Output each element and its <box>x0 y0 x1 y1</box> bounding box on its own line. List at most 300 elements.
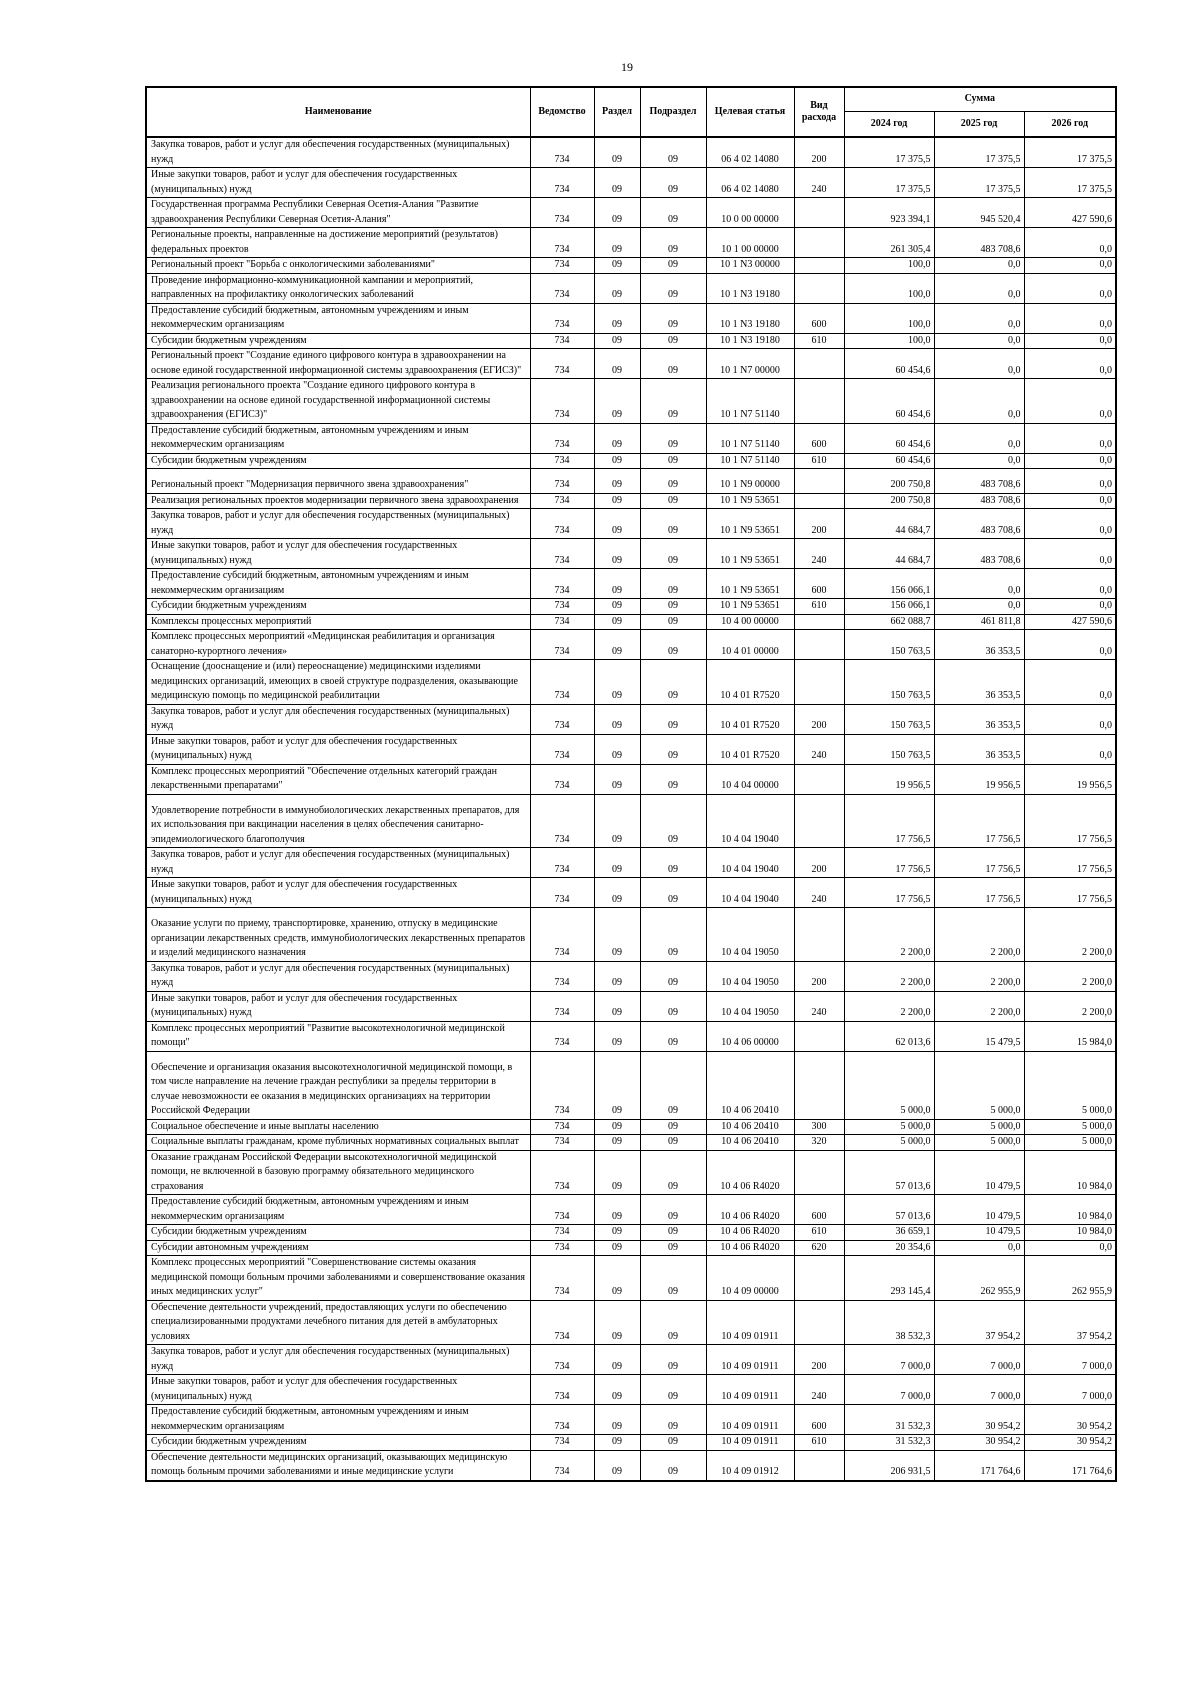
cell-subsection: 09 <box>640 1300 706 1345</box>
cell-sum-2026: 0,0 <box>1024 228 1116 258</box>
cell-sum-2026: 19 956,5 <box>1024 764 1116 794</box>
header-subsection: Подраздел <box>640 87 706 137</box>
cell-expense-type <box>794 660 844 705</box>
cell-expense-type: 200 <box>794 704 844 734</box>
cell-target: 10 1 N3 19180 <box>706 333 794 349</box>
cell-expense-type: 610 <box>794 1435 844 1451</box>
table-row <box>146 1300 1116 1345</box>
cell-sum-2026: 0,0 <box>1024 333 1116 349</box>
table-row <box>146 630 1116 660</box>
cell-sum-2025: 7 000,0 <box>934 1375 1024 1405</box>
cell-expense-type: 240 <box>794 991 844 1021</box>
table-row <box>146 569 1116 599</box>
cell-section: 09 <box>594 1119 640 1135</box>
cell-section: 09 <box>594 379 640 424</box>
cell-sum-2026: 5 000,0 <box>1024 1135 1116 1151</box>
cell-name: Предоставление субсидий бюджетным, автономным учреждениям и иным некоммерческим организациям <box>146 423 530 453</box>
cell-target: 10 4 06 R4020 <box>706 1240 794 1256</box>
cell-name: Реализация регионального проекта "Создание единого цифрового контура в здравоохранении на основе единой государственной информационной системы здравоохранения (ЕГИСЗ)" <box>146 379 530 424</box>
cell-target: 10 4 09 01912 <box>706 1450 794 1481</box>
cell-department: 734 <box>530 1435 594 1451</box>
cell-target: 10 4 04 19040 <box>706 794 794 848</box>
cell-section: 09 <box>594 991 640 1021</box>
cell-sum-2026: 427 590,6 <box>1024 614 1116 630</box>
cell-department: 734 <box>530 734 594 764</box>
cell-name: Предоставление субсидий бюджетным, автономным учреждениям и иным некоммерческим организациям <box>146 1195 530 1225</box>
table-row <box>146 423 1116 453</box>
cell-sum-2025: 0,0 <box>934 273 1024 303</box>
cell-expense-type <box>794 614 844 630</box>
cell-subsection: 09 <box>640 848 706 878</box>
cell-section: 09 <box>594 493 640 509</box>
cell-sum-2026: 2 200,0 <box>1024 991 1116 1021</box>
cell-section: 09 <box>594 848 640 878</box>
table-row <box>146 1375 1116 1405</box>
cell-section: 09 <box>594 198 640 228</box>
cell-department: 734 <box>530 1051 594 1119</box>
cell-department: 734 <box>530 137 594 168</box>
budget-table <box>145 86 1117 1482</box>
cell-target: 10 4 01 R7520 <box>706 734 794 764</box>
cell-sum-2026: 0,0 <box>1024 258 1116 274</box>
cell-sum-2026: 17 375,5 <box>1024 168 1116 198</box>
cell-sum-2025: 0,0 <box>934 1240 1024 1256</box>
cell-sum-2024: 923 394,1 <box>844 198 934 228</box>
cell-expense-type: 600 <box>794 569 844 599</box>
cell-subsection: 09 <box>640 991 706 1021</box>
table-row <box>146 273 1116 303</box>
cell-subsection: 09 <box>640 734 706 764</box>
cell-expense-type <box>794 908 844 962</box>
cell-sum-2024: 156 066,1 <box>844 569 934 599</box>
cell-subsection: 09 <box>640 453 706 469</box>
cell-sum-2024: 150 763,5 <box>844 734 934 764</box>
cell-name: Обеспечение деятельности учреждений, предоставляющих услуги по обеспечению специализированными продуктами лечебного питания для детей в амбулаторных условиях <box>146 1300 530 1345</box>
cell-expense-type <box>794 198 844 228</box>
cell-name: Комплекс процессных мероприятий "Обеспечение отдельных категорий граждан лекарственными препаратами" <box>146 764 530 794</box>
cell-sum-2024: 60 454,6 <box>844 453 934 469</box>
table-row <box>146 303 1116 333</box>
cell-section: 09 <box>594 137 640 168</box>
cell-department: 734 <box>530 273 594 303</box>
cell-subsection: 09 <box>640 198 706 228</box>
table-row <box>146 614 1116 630</box>
cell-name: Субсидии бюджетным учреждениям <box>146 453 530 469</box>
header-year-2025: 2025 год <box>934 111 1024 137</box>
cell-sum-2026: 0,0 <box>1024 569 1116 599</box>
cell-sum-2024: 19 956,5 <box>844 764 934 794</box>
cell-sum-2025: 5 000,0 <box>934 1135 1024 1151</box>
cell-sum-2026: 0,0 <box>1024 630 1116 660</box>
cell-sum-2024: 5 000,0 <box>844 1119 934 1135</box>
cell-target: 10 4 09 01911 <box>706 1375 794 1405</box>
cell-expense-type: 200 <box>794 137 844 168</box>
table-row <box>146 379 1116 424</box>
cell-sum-2026: 10 984,0 <box>1024 1150 1116 1195</box>
table-row <box>146 1435 1116 1451</box>
table-row <box>146 198 1116 228</box>
table-row <box>146 1240 1116 1256</box>
cell-section: 09 <box>594 303 640 333</box>
cell-expense-type: 200 <box>794 961 844 991</box>
cell-sum-2025: 10 479,5 <box>934 1195 1024 1225</box>
cell-target: 10 4 04 00000 <box>706 764 794 794</box>
header-section: Раздел <box>594 87 640 137</box>
cell-subsection: 09 <box>640 303 706 333</box>
cell-sum-2025: 10 479,5 <box>934 1225 1024 1241</box>
cell-sum-2025: 17 375,5 <box>934 137 1024 168</box>
cell-name: Закупка товаров, работ и услуг для обеспечения государственных (муниципальных) нужд <box>146 137 530 168</box>
cell-sum-2024: 31 532,3 <box>844 1435 934 1451</box>
cell-sum-2025: 36 353,5 <box>934 704 1024 734</box>
cell-sum-2026: 17 756,5 <box>1024 794 1116 848</box>
cell-subsection: 09 <box>640 794 706 848</box>
cell-department: 734 <box>530 258 594 274</box>
cell-sum-2024: 31 532,3 <box>844 1405 934 1435</box>
cell-expense-type: 240 <box>794 168 844 198</box>
cell-expense-type <box>794 794 844 848</box>
cell-name: Закупка товаров, работ и услуг для обеспечения государственных (муниципальных) нужд <box>146 961 530 991</box>
cell-department: 734 <box>530 303 594 333</box>
table-row <box>146 1450 1116 1481</box>
cell-department: 734 <box>530 1240 594 1256</box>
cell-target: 10 4 06 20410 <box>706 1119 794 1135</box>
cell-name: Иные закупки товаров, работ и услуг для обеспечения государственных (муниципальных) нужд <box>146 1375 530 1405</box>
cell-department: 734 <box>530 1021 594 1051</box>
cell-name: Предоставление субсидий бюджетным, автономным учреждениям и иным некоммерческим организациям <box>146 1405 530 1435</box>
cell-sum-2024: 5 000,0 <box>844 1051 934 1119</box>
cell-sum-2026: 5 000,0 <box>1024 1119 1116 1135</box>
cell-expense-type: 320 <box>794 1135 844 1151</box>
cell-sum-2025: 0,0 <box>934 423 1024 453</box>
cell-sum-2025: 30 954,2 <box>934 1435 1024 1451</box>
cell-department: 734 <box>530 704 594 734</box>
cell-subsection: 09 <box>640 878 706 908</box>
cell-subsection: 09 <box>640 228 706 258</box>
cell-sum-2024: 36 659,1 <box>844 1225 934 1241</box>
cell-subsection: 09 <box>640 1021 706 1051</box>
cell-sum-2025: 36 353,5 <box>934 734 1024 764</box>
cell-expense-type: 600 <box>794 1195 844 1225</box>
cell-sum-2025: 483 708,6 <box>934 539 1024 569</box>
cell-sum-2026: 7 000,0 <box>1024 1345 1116 1375</box>
cell-sum-2025: 37 954,2 <box>934 1300 1024 1345</box>
table-row <box>146 878 1116 908</box>
table-row <box>146 453 1116 469</box>
cell-section: 09 <box>594 614 640 630</box>
cell-name: Иные закупки товаров, работ и услуг для обеспечения государственных (муниципальных) нужд <box>146 991 530 1021</box>
cell-sum-2024: 150 763,5 <box>844 630 934 660</box>
cell-expense-type: 200 <box>794 1345 844 1375</box>
cell-subsection: 09 <box>640 1119 706 1135</box>
cell-expense-type <box>794 1300 844 1345</box>
header-sum: Сумма <box>844 87 1116 111</box>
cell-sum-2025: 15 479,5 <box>934 1021 1024 1051</box>
cell-subsection: 09 <box>640 273 706 303</box>
cell-sum-2024: 2 200,0 <box>844 908 934 962</box>
cell-name: Предоставление субсидий бюджетным, автономным учреждениям и иным некоммерческим организациям <box>146 569 530 599</box>
cell-sum-2024: 44 684,7 <box>844 509 934 539</box>
cell-name: Иные закупки товаров, работ и услуг для обеспечения государственных (муниципальных) нужд <box>146 878 530 908</box>
cell-sum-2026: 37 954,2 <box>1024 1300 1116 1345</box>
cell-subsection: 09 <box>640 764 706 794</box>
cell-subsection: 09 <box>640 1195 706 1225</box>
cell-sum-2025: 0,0 <box>934 333 1024 349</box>
cell-target: 10 4 06 R4020 <box>706 1195 794 1225</box>
cell-section: 09 <box>594 539 640 569</box>
cell-sum-2024: 60 454,6 <box>844 379 934 424</box>
cell-sum-2026: 0,0 <box>1024 379 1116 424</box>
cell-target: 06 4 02 14080 <box>706 137 794 168</box>
cell-name: Предоставление субсидий бюджетным, автономным учреждениям и иным некоммерческим организациям <box>146 303 530 333</box>
cell-subsection: 09 <box>640 137 706 168</box>
table-row <box>146 1051 1116 1119</box>
cell-section: 09 <box>594 1300 640 1345</box>
cell-target: 10 4 06 00000 <box>706 1021 794 1051</box>
table-row <box>146 509 1116 539</box>
cell-sum-2026: 0,0 <box>1024 539 1116 569</box>
cell-sum-2024: 57 013,6 <box>844 1150 934 1195</box>
cell-sum-2024: 206 931,5 <box>844 1450 934 1481</box>
cell-target: 10 4 06 20410 <box>706 1135 794 1151</box>
table-row <box>146 794 1116 848</box>
cell-section: 09 <box>594 258 640 274</box>
cell-target: 10 1 N9 53651 <box>706 569 794 599</box>
cell-expense-type: 300 <box>794 1119 844 1135</box>
cell-department: 734 <box>530 961 594 991</box>
cell-sum-2025: 483 708,6 <box>934 228 1024 258</box>
cell-subsection: 09 <box>640 1225 706 1241</box>
table-row <box>146 469 1116 494</box>
cell-sum-2024: 200 750,8 <box>844 493 934 509</box>
cell-sum-2024: 150 763,5 <box>844 704 934 734</box>
cell-department: 734 <box>530 333 594 349</box>
cell-subsection: 09 <box>640 599 706 615</box>
cell-sum-2024: 2 200,0 <box>844 991 934 1021</box>
table-row <box>146 961 1116 991</box>
cell-sum-2025: 0,0 <box>934 349 1024 379</box>
cell-section: 09 <box>594 704 640 734</box>
cell-name: Субсидии бюджетным учреждениям <box>146 1435 530 1451</box>
cell-expense-type <box>794 630 844 660</box>
cell-subsection: 09 <box>640 539 706 569</box>
table-row <box>146 599 1116 615</box>
cell-sum-2026: 10 984,0 <box>1024 1195 1116 1225</box>
cell-expense-type: 600 <box>794 423 844 453</box>
table-row <box>146 168 1116 198</box>
cell-expense-type <box>794 379 844 424</box>
cell-department: 734 <box>530 1375 594 1405</box>
cell-subsection: 09 <box>640 630 706 660</box>
cell-name: Комплекс процессных мероприятий "Совершенствование системы оказания медицинской помощи больным прочими заболеваниями и совершенствование оказания иных медицинских услуг" <box>146 1256 530 1301</box>
cell-name: Оказание услуги по приему, транспортировке, хранению, отпуску в медицинские организации лекарственных средств, иммунобиологических лекарственных препаратов и изделий медицинского назначения <box>146 908 530 962</box>
cell-section: 09 <box>594 794 640 848</box>
cell-sum-2024: 17 756,5 <box>844 848 934 878</box>
cell-target: 10 4 04 19040 <box>706 878 794 908</box>
cell-section: 09 <box>594 734 640 764</box>
cell-sum-2025: 0,0 <box>934 303 1024 333</box>
cell-target: 10 4 01 R7520 <box>706 660 794 705</box>
cell-sum-2026: 2 200,0 <box>1024 908 1116 962</box>
cell-target: 10 4 09 01911 <box>706 1405 794 1435</box>
cell-sum-2026: 0,0 <box>1024 423 1116 453</box>
cell-department: 734 <box>530 1135 594 1151</box>
cell-sum-2026: 15 984,0 <box>1024 1021 1116 1051</box>
cell-section: 09 <box>594 509 640 539</box>
cell-subsection: 09 <box>640 1051 706 1119</box>
cell-subsection: 09 <box>640 614 706 630</box>
cell-name: Субсидии бюджетным учреждениям <box>146 333 530 349</box>
cell-sum-2026: 5 000,0 <box>1024 1051 1116 1119</box>
cell-section: 09 <box>594 1435 640 1451</box>
table-row <box>146 1256 1116 1301</box>
cell-expense-type <box>794 764 844 794</box>
cell-subsection: 09 <box>640 1345 706 1375</box>
cell-sum-2024: 100,0 <box>844 303 934 333</box>
cell-department: 734 <box>530 599 594 615</box>
cell-sum-2026: 427 590,6 <box>1024 198 1116 228</box>
cell-name: Иные закупки товаров, работ и услуг для обеспечения государственных (муниципальных) нужд <box>146 168 530 198</box>
cell-department: 734 <box>530 1150 594 1195</box>
cell-sum-2025: 36 353,5 <box>934 630 1024 660</box>
cell-sum-2025: 2 200,0 <box>934 961 1024 991</box>
cell-sum-2025: 171 764,6 <box>934 1450 1024 1481</box>
cell-section: 09 <box>594 1150 640 1195</box>
cell-subsection: 09 <box>640 258 706 274</box>
cell-sum-2024: 7 000,0 <box>844 1345 934 1375</box>
header-name: Наименование <box>146 87 530 137</box>
cell-expense-type: 610 <box>794 453 844 469</box>
cell-sum-2025: 30 954,2 <box>934 1405 1024 1435</box>
cell-sum-2025: 2 200,0 <box>934 991 1024 1021</box>
cell-sum-2026: 17 375,5 <box>1024 137 1116 168</box>
cell-expense-type <box>794 1051 844 1119</box>
cell-section: 09 <box>594 1195 640 1225</box>
cell-expense-type <box>794 493 844 509</box>
cell-sum-2025: 0,0 <box>934 569 1024 599</box>
header-year-2024: 2024 год <box>844 111 934 137</box>
cell-department: 734 <box>530 539 594 569</box>
cell-name: Социальное обеспечение и иные выплаты населению <box>146 1119 530 1135</box>
cell-section: 09 <box>594 1375 640 1405</box>
cell-name: Закупка товаров, работ и услуг для обеспечения государственных (муниципальных) нужд <box>146 509 530 539</box>
cell-sum-2026: 0,0 <box>1024 453 1116 469</box>
cell-sum-2026: 0,0 <box>1024 509 1116 539</box>
cell-expense-type: 600 <box>794 303 844 333</box>
cell-department: 734 <box>530 168 594 198</box>
cell-expense-type: 610 <box>794 333 844 349</box>
cell-expense-type: 610 <box>794 1225 844 1241</box>
cell-department: 734 <box>530 878 594 908</box>
cell-sum-2024: 60 454,6 <box>844 349 934 379</box>
cell-sum-2024: 17 756,5 <box>844 794 934 848</box>
cell-expense-type: 240 <box>794 878 844 908</box>
cell-sum-2024: 100,0 <box>844 273 934 303</box>
cell-target: 10 4 01 R7520 <box>706 704 794 734</box>
cell-name: Проведение информационно-коммуникационной кампании и мероприятий, направленных на профилактику онкологических заболеваний <box>146 273 530 303</box>
cell-section: 09 <box>594 349 640 379</box>
cell-department: 734 <box>530 1300 594 1345</box>
cell-target: 10 4 04 19050 <box>706 908 794 962</box>
cell-subsection: 09 <box>640 469 706 494</box>
table-row <box>146 258 1116 274</box>
cell-sum-2025: 17 756,5 <box>934 878 1024 908</box>
cell-sum-2025: 262 955,9 <box>934 1256 1024 1301</box>
table-row <box>146 908 1116 962</box>
cell-department: 734 <box>530 379 594 424</box>
cell-subsection: 09 <box>640 509 706 539</box>
table-row <box>146 991 1116 1021</box>
cell-section: 09 <box>594 453 640 469</box>
cell-target: 10 1 N3 00000 <box>706 258 794 274</box>
cell-sum-2024: 100,0 <box>844 258 934 274</box>
table-row <box>146 734 1116 764</box>
cell-subsection: 09 <box>640 660 706 705</box>
cell-target: 10 1 N7 51140 <box>706 379 794 424</box>
cell-subsection: 09 <box>640 961 706 991</box>
cell-sum-2026: 2 200,0 <box>1024 961 1116 991</box>
cell-sum-2024: 7 000,0 <box>844 1375 934 1405</box>
cell-sum-2025: 2 200,0 <box>934 908 1024 962</box>
cell-sum-2026: 171 764,6 <box>1024 1450 1116 1481</box>
table-row <box>146 1119 1116 1135</box>
cell-name: Удовлетворение потребности в иммунобиологических лекарственных препаратов, для их использования при вакцинации населения в целях обеспечения санитарно-эпидемиологического благополучия <box>146 794 530 848</box>
cell-target: 10 4 09 01911 <box>706 1300 794 1345</box>
cell-sum-2024: 293 145,4 <box>844 1256 934 1301</box>
cell-name: Комплексы процессных мероприятий <box>146 614 530 630</box>
table-row <box>146 137 1116 168</box>
cell-name: Иные закупки товаров, работ и услуг для обеспечения государственных (муниципальных) нужд <box>146 734 530 764</box>
cell-sum-2025: 483 708,6 <box>934 509 1024 539</box>
cell-sum-2025: 36 353,5 <box>934 660 1024 705</box>
cell-section: 09 <box>594 423 640 453</box>
table-row <box>146 493 1116 509</box>
cell-subsection: 09 <box>640 1435 706 1451</box>
cell-subsection: 09 <box>640 349 706 379</box>
cell-expense-type <box>794 1256 844 1301</box>
cell-subsection: 09 <box>640 1375 706 1405</box>
cell-target: 10 4 00 00000 <box>706 614 794 630</box>
cell-section: 09 <box>594 599 640 615</box>
cell-sum-2024: 17 375,5 <box>844 168 934 198</box>
cell-sum-2026: 0,0 <box>1024 660 1116 705</box>
cell-name: Обеспечение деятельности медицинских организаций, оказывающих медицинскую помощь больным прочими заболеваниями и иные медицинские услуги <box>146 1450 530 1481</box>
cell-sum-2026: 0,0 <box>1024 599 1116 615</box>
cell-sum-2024: 662 088,7 <box>844 614 934 630</box>
cell-sum-2024: 17 756,5 <box>844 878 934 908</box>
cell-name: Социальные выплаты гражданам, кроме публичных нормативных социальных выплат <box>146 1135 530 1151</box>
cell-section: 09 <box>594 1051 640 1119</box>
cell-department: 734 <box>530 794 594 848</box>
cell-name: Государственная программа Республики Северная Осетия-Алания "Развитие здравоохранения Республики Северная Осетия-Алания" <box>146 198 530 228</box>
cell-sum-2026: 10 984,0 <box>1024 1225 1116 1241</box>
cell-section: 09 <box>594 168 640 198</box>
cell-sum-2026: 0,0 <box>1024 273 1116 303</box>
cell-name: Региональный проект "Борьба с онкологическими заболеваниями" <box>146 258 530 274</box>
cell-department: 734 <box>530 764 594 794</box>
table-header <box>146 87 1116 137</box>
table-row <box>146 704 1116 734</box>
cell-sum-2025: 0,0 <box>934 379 1024 424</box>
cell-name: Закупка товаров, работ и услуг для обеспечения государственных (муниципальных) нужд <box>146 848 530 878</box>
cell-department: 734 <box>530 614 594 630</box>
cell-sum-2026: 0,0 <box>1024 734 1116 764</box>
header-year-2026: 2026 год <box>1024 111 1116 137</box>
table-row <box>146 1195 1116 1225</box>
cell-expense-type: 200 <box>794 509 844 539</box>
cell-section: 09 <box>594 630 640 660</box>
table-row <box>146 848 1116 878</box>
